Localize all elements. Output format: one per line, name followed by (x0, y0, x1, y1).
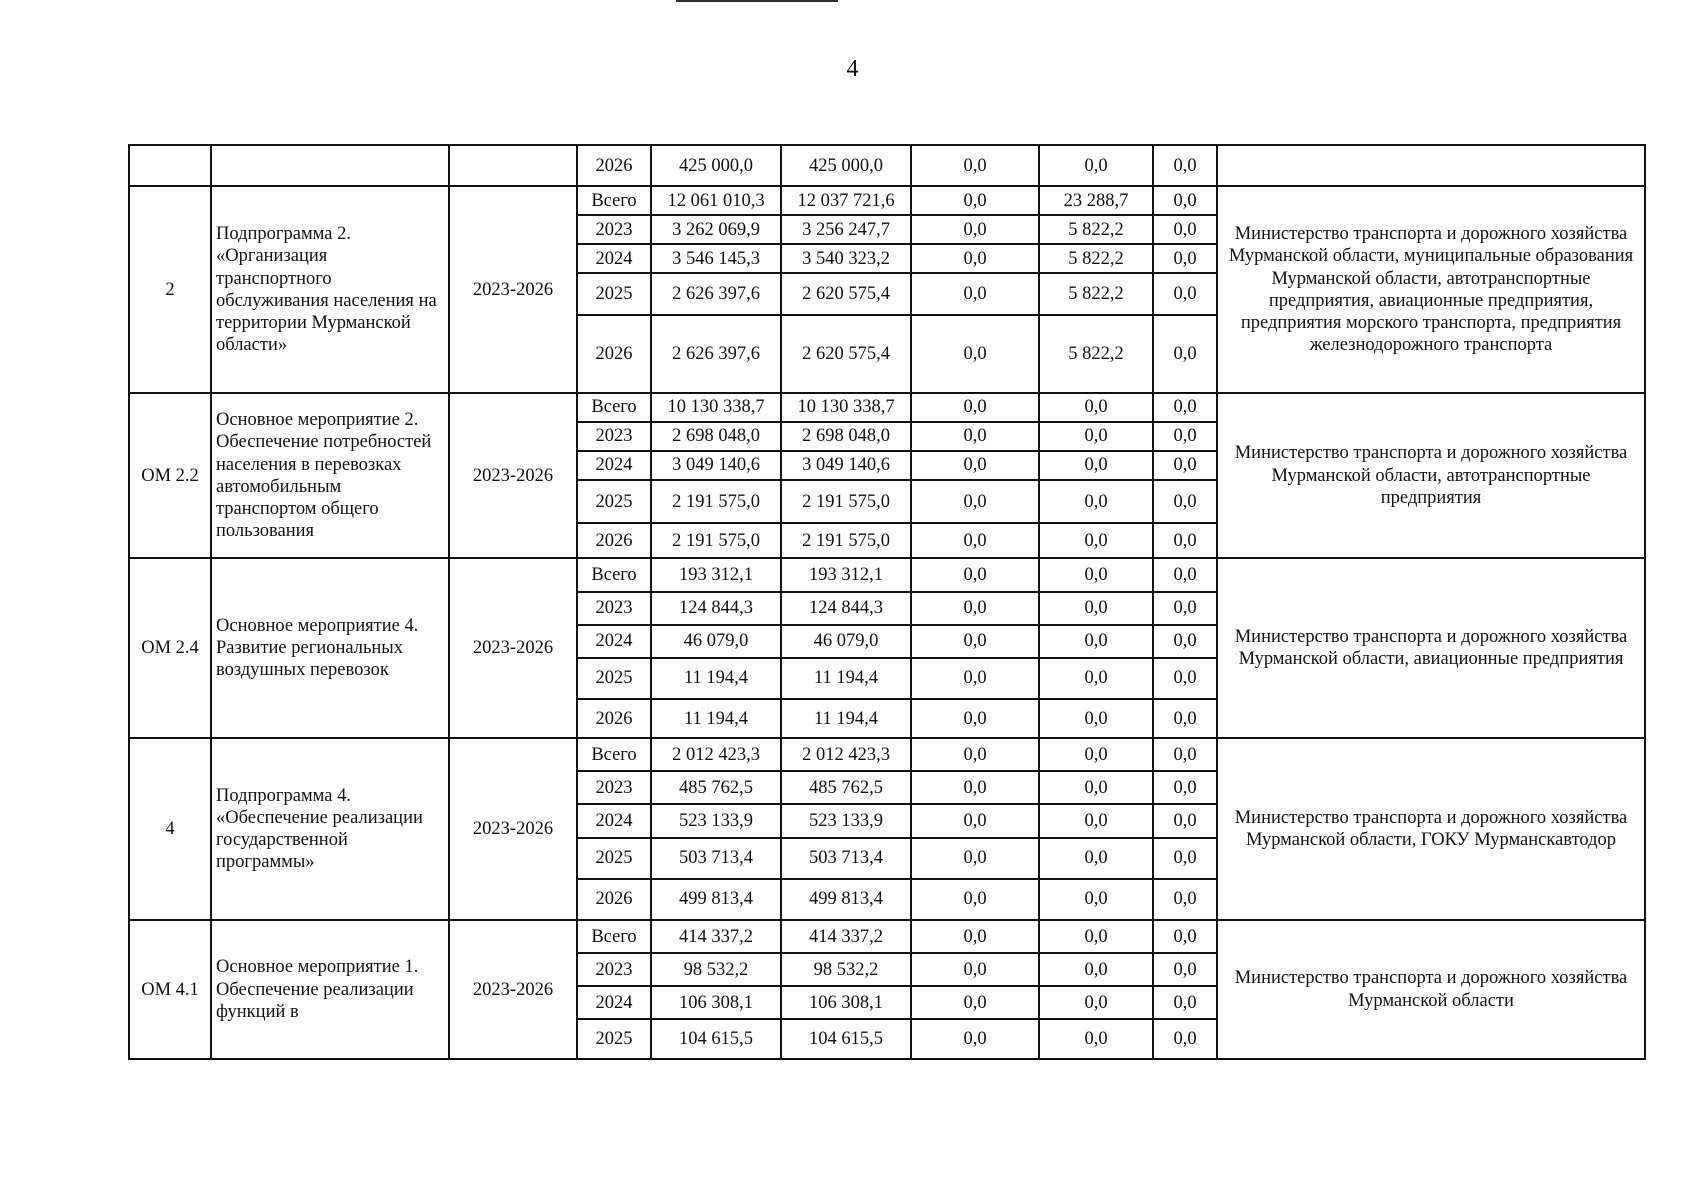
local-budget-cell: 0,0 (1039, 804, 1153, 837)
local-budget-cell: 5 822,2 (1039, 315, 1153, 394)
total-amount-cell: 193 312,1 (651, 558, 781, 591)
local-budget-cell: 0,0 (1039, 480, 1153, 523)
federal-budget-cell: 0,0 (911, 920, 1039, 953)
federal-budget-cell: 0,0 (911, 523, 1039, 558)
total-amount-cell: 2 191 575,0 (651, 480, 781, 523)
period-cell: 2023-2026 (449, 186, 577, 393)
year-cell: 2024 (577, 804, 651, 837)
total-amount-cell: 2 191 575,0 (651, 523, 781, 558)
regional-budget-cell: 11 194,4 (781, 658, 911, 699)
executor-cell: Министерство транспорта и дорожного хозяйства Мурманской области, муниципальные образования Мурманской области, автотранспортные предприятия, авиационные предприятия, предприятия морского транспорта, предприятия железнодорожного транспорта (1217, 186, 1645, 393)
executor-cell: Министерство транспорта и дорожного хозяйства Мурманской области, ГОКУ Мурманскавтодор (1217, 738, 1645, 920)
total-amount-cell: 46 079,0 (651, 625, 781, 658)
local-budget-cell: 0,0 (1039, 625, 1153, 658)
federal-budget-cell: 0,0 (911, 738, 1039, 771)
regional-budget-cell: 2 620 575,4 (781, 273, 911, 314)
year-cell: 2023 (577, 215, 651, 244)
total-amount-cell: 3 262 069,9 (651, 215, 781, 244)
federal-budget-cell: 0,0 (911, 804, 1039, 837)
local-budget-cell: 0,0 (1039, 986, 1153, 1019)
regional-budget-cell: 3 049 140,6 (781, 451, 911, 480)
federal-budget-cell: 0,0 (911, 986, 1039, 1019)
executor-cell: Министерство транспорта и дорожного хозяйства Мурманской области, авиационные предприятия (1217, 558, 1645, 738)
total-amount-cell: 499 813,4 (651, 879, 781, 920)
total-amount-cell: 2 626 397,6 (651, 273, 781, 314)
total-amount-cell: 2 698 048,0 (651, 422, 781, 451)
other-sources-cell: 0,0 (1153, 480, 1217, 523)
total-amount-cell: 11 194,4 (651, 658, 781, 699)
federal-budget-cell: 0,0 (911, 592, 1039, 625)
federal-budget-cell: 0,0 (911, 1019, 1039, 1059)
top-edge-line (676, 0, 838, 2)
other-sources-cell: 0,0 (1153, 920, 1217, 953)
other-sources-cell: 0,0 (1153, 592, 1217, 625)
federal-budget-cell: 0,0 (911, 625, 1039, 658)
regional-budget-cell: 425 000,0 (781, 145, 911, 186)
period-cell: 2023-2026 (449, 738, 577, 920)
federal-budget-cell: 0,0 (911, 393, 1039, 422)
item-number-cell (129, 145, 211, 186)
regional-budget-cell: 98 532,2 (781, 953, 911, 986)
local-budget-cell: 0,0 (1039, 771, 1153, 804)
year-cell: 2026 (577, 699, 651, 738)
local-budget-cell: 0,0 (1039, 393, 1153, 422)
year-cell: 2026 (577, 879, 651, 920)
year-cell: 2024 (577, 451, 651, 480)
other-sources-cell: 0,0 (1153, 953, 1217, 986)
regional-budget-cell: 3 256 247,7 (781, 215, 911, 244)
local-budget-cell: 0,0 (1039, 738, 1153, 771)
other-sources-cell: 0,0 (1153, 145, 1217, 186)
other-sources-cell: 0,0 (1153, 625, 1217, 658)
period-cell: 2023-2026 (449, 393, 577, 558)
year-cell: 2026 (577, 145, 651, 186)
regional-budget-cell: 11 194,4 (781, 699, 911, 738)
period-cell (449, 145, 577, 186)
other-sources-cell: 0,0 (1153, 273, 1217, 314)
item-name-cell: Основное мероприятие 1. Обеспечение реализации функций в (211, 920, 449, 1059)
total-amount-cell: 2 626 397,6 (651, 315, 781, 394)
local-budget-cell: 0,0 (1039, 838, 1153, 879)
federal-budget-cell: 0,0 (911, 315, 1039, 394)
item-number-cell: 2 (129, 186, 211, 393)
regional-budget-cell: 12 037 721,6 (781, 186, 911, 215)
regional-budget-cell: 2 191 575,0 (781, 523, 911, 558)
federal-budget-cell: 0,0 (911, 771, 1039, 804)
local-budget-cell: 0,0 (1039, 145, 1153, 186)
regional-budget-cell: 414 337,2 (781, 920, 911, 953)
local-budget-cell: 0,0 (1039, 879, 1153, 920)
federal-budget-cell: 0,0 (911, 215, 1039, 244)
year-cell: 2024 (577, 625, 651, 658)
item-name-cell: Подпрограмма 4. «Обеспечение реализации государственной программы» (211, 738, 449, 920)
year-cell: 2023 (577, 422, 651, 451)
federal-budget-cell: 0,0 (911, 953, 1039, 986)
other-sources-cell: 0,0 (1153, 244, 1217, 273)
federal-budget-cell: 0,0 (911, 145, 1039, 186)
total-amount-cell: 503 713,4 (651, 838, 781, 879)
local-budget-cell: 23 288,7 (1039, 186, 1153, 215)
regional-budget-cell: 2 012 423,3 (781, 738, 911, 771)
local-budget-cell: 0,0 (1039, 1019, 1153, 1059)
regional-budget-cell: 523 133,9 (781, 804, 911, 837)
year-cell: 2023 (577, 953, 651, 986)
federal-budget-cell: 0,0 (911, 658, 1039, 699)
regional-budget-cell: 2 698 048,0 (781, 422, 911, 451)
local-budget-cell: 0,0 (1039, 920, 1153, 953)
year-cell: 2025 (577, 838, 651, 879)
total-amount-cell: 414 337,2 (651, 920, 781, 953)
table-row (129, 920, 1645, 953)
item-number-cell: ОМ 2.4 (129, 558, 211, 738)
federal-budget-cell: 0,0 (911, 186, 1039, 215)
year-cell: 2023 (577, 592, 651, 625)
local-budget-cell: 0,0 (1039, 699, 1153, 738)
regional-budget-cell: 193 312,1 (781, 558, 911, 591)
table-row (129, 145, 1645, 186)
item-number-cell: 4 (129, 738, 211, 920)
year-cell: Всего (577, 920, 651, 953)
other-sources-cell: 0,0 (1153, 986, 1217, 1019)
total-amount-cell: 106 308,1 (651, 986, 781, 1019)
year-cell: 2025 (577, 273, 651, 314)
period-cell: 2023-2026 (449, 920, 577, 1059)
local-budget-cell: 5 822,2 (1039, 244, 1153, 273)
local-budget-cell: 5 822,2 (1039, 273, 1153, 314)
regional-budget-cell: 104 615,5 (781, 1019, 911, 1059)
local-budget-cell: 0,0 (1039, 451, 1153, 480)
executor-cell (1217, 145, 1645, 186)
local-budget-cell: 0,0 (1039, 658, 1153, 699)
federal-budget-cell: 0,0 (911, 838, 1039, 879)
year-cell: 2025 (577, 1019, 651, 1059)
year-cell: 2023 (577, 771, 651, 804)
other-sources-cell: 0,0 (1153, 658, 1217, 699)
federal-budget-cell: 0,0 (911, 879, 1039, 920)
local-budget-cell: 0,0 (1039, 592, 1153, 625)
total-amount-cell: 12 061 010,3 (651, 186, 781, 215)
total-amount-cell: 10 130 338,7 (651, 393, 781, 422)
federal-budget-cell: 0,0 (911, 422, 1039, 451)
regional-budget-cell: 2 191 575,0 (781, 480, 911, 523)
federal-budget-cell: 0,0 (911, 480, 1039, 523)
page-number: 4 (846, 56, 859, 82)
regional-budget-cell: 2 620 575,4 (781, 315, 911, 394)
item-name-cell (211, 145, 449, 186)
other-sources-cell: 0,0 (1153, 186, 1217, 215)
total-amount-cell: 523 133,9 (651, 804, 781, 837)
year-cell: 2024 (577, 986, 651, 1019)
other-sources-cell: 0,0 (1153, 215, 1217, 244)
item-name-cell: Подпрограмма 2. «Организация транспортного обслуживания населения на территории Мурманской области» (211, 186, 449, 393)
other-sources-cell: 0,0 (1153, 738, 1217, 771)
other-sources-cell: 0,0 (1153, 838, 1217, 879)
table-row (129, 186, 1645, 215)
other-sources-cell: 0,0 (1153, 393, 1217, 422)
other-sources-cell: 0,0 (1153, 804, 1217, 837)
financing-table (128, 144, 1646, 1060)
other-sources-cell: 0,0 (1153, 1019, 1217, 1059)
item-number-cell: ОМ 4.1 (129, 920, 211, 1059)
year-cell: Всего (577, 558, 651, 591)
other-sources-cell: 0,0 (1153, 699, 1217, 738)
federal-budget-cell: 0,0 (911, 558, 1039, 591)
total-amount-cell: 98 532,2 (651, 953, 781, 986)
local-budget-cell: 0,0 (1039, 523, 1153, 558)
other-sources-cell: 0,0 (1153, 558, 1217, 591)
year-cell: 2025 (577, 658, 651, 699)
federal-budget-cell: 0,0 (911, 244, 1039, 273)
other-sources-cell: 0,0 (1153, 315, 1217, 394)
regional-budget-cell: 3 540 323,2 (781, 244, 911, 273)
federal-budget-cell: 0,0 (911, 699, 1039, 738)
total-amount-cell: 485 762,5 (651, 771, 781, 804)
regional-budget-cell: 503 713,4 (781, 838, 911, 879)
year-cell: 2024 (577, 244, 651, 273)
other-sources-cell: 0,0 (1153, 422, 1217, 451)
year-cell: Всего (577, 393, 651, 422)
federal-budget-cell: 0,0 (911, 451, 1039, 480)
table-row (129, 738, 1645, 771)
year-cell: 2026 (577, 523, 651, 558)
total-amount-cell: 3 546 145,3 (651, 244, 781, 273)
executor-cell: Министерство транспорта и дорожного хозяйства Мурманской области, автотранспортные предприятия (1217, 393, 1645, 558)
regional-budget-cell: 499 813,4 (781, 879, 911, 920)
table-row (129, 393, 1645, 422)
total-amount-cell: 124 844,3 (651, 592, 781, 625)
period-cell: 2023-2026 (449, 558, 577, 738)
table-row (129, 558, 1645, 591)
federal-budget-cell: 0,0 (911, 273, 1039, 314)
executor-cell: Министерство транспорта и дорожного хозяйства Мурманской области (1217, 920, 1645, 1059)
total-amount-cell: 3 049 140,6 (651, 451, 781, 480)
total-amount-cell: 104 615,5 (651, 1019, 781, 1059)
item-name-cell: Основное мероприятие 4. Развитие региональных воздушных перевозок (211, 558, 449, 738)
regional-budget-cell: 485 762,5 (781, 771, 911, 804)
local-budget-cell: 0,0 (1039, 558, 1153, 591)
year-cell: Всего (577, 738, 651, 771)
local-budget-cell: 5 822,2 (1039, 215, 1153, 244)
item-name-cell: Основное мероприятие 2. Обеспечение потребностей населения в перевозках автомобильным транспортом общего пользования (211, 393, 449, 558)
other-sources-cell: 0,0 (1153, 523, 1217, 558)
total-amount-cell: 2 012 423,3 (651, 738, 781, 771)
year-cell: Всего (577, 186, 651, 215)
other-sources-cell: 0,0 (1153, 879, 1217, 920)
other-sources-cell: 0,0 (1153, 451, 1217, 480)
regional-budget-cell: 106 308,1 (781, 986, 911, 1019)
other-sources-cell: 0,0 (1153, 771, 1217, 804)
item-number-cell: ОМ 2.2 (129, 393, 211, 558)
local-budget-cell: 0,0 (1039, 953, 1153, 986)
regional-budget-cell: 124 844,3 (781, 592, 911, 625)
year-cell: 2025 (577, 480, 651, 523)
local-budget-cell: 0,0 (1039, 422, 1153, 451)
regional-budget-cell: 46 079,0 (781, 625, 911, 658)
total-amount-cell: 425 000,0 (651, 145, 781, 186)
regional-budget-cell: 10 130 338,7 (781, 393, 911, 422)
total-amount-cell: 11 194,4 (651, 699, 781, 738)
year-cell: 2026 (577, 315, 651, 394)
